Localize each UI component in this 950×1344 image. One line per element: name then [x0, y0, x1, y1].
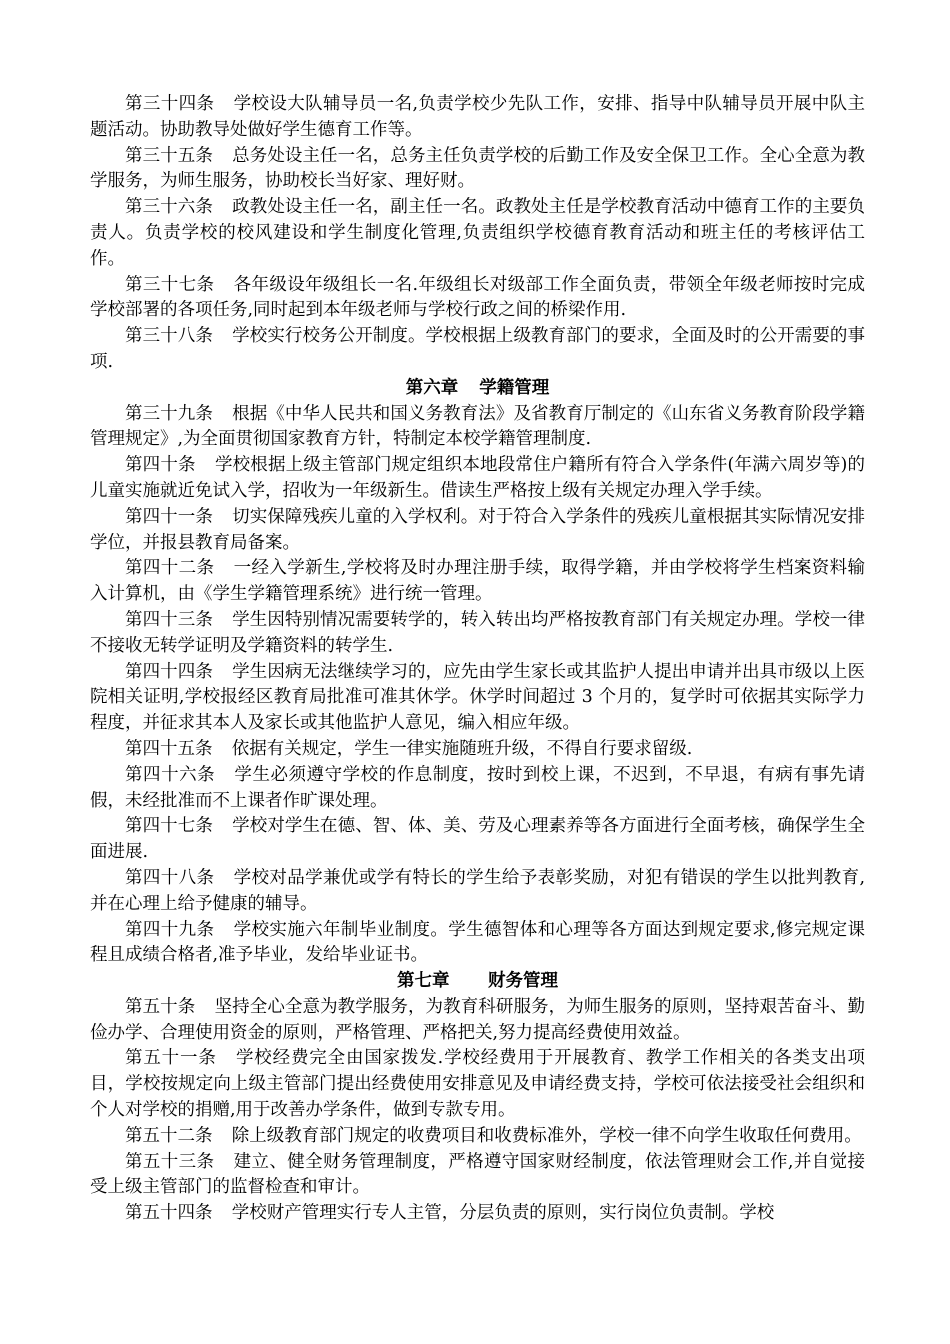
- article-paragraph: [90, 1150, 865, 1202]
- article-number: 第三十六条: [125, 197, 213, 218]
- article-paragraph: [90, 195, 865, 272]
- article-paragraph: [90, 608, 865, 660]
- chapter-title: 学籍管理: [479, 377, 550, 398]
- article-text: 切实保障残疾儿童的入学权利。对于符合入学条件的残疾儿童根据其实际情况安排学位，并报县教育局备案。: [90, 506, 865, 553]
- article-paragraph: [90, 660, 865, 737]
- article-number: 第四十六条: [125, 764, 216, 785]
- article-paragraph: [90, 505, 865, 557]
- article-number: 第三十八条: [125, 326, 213, 347]
- article-text: 学生必须遵守学校的作息制度，按时到校上课，不迟到，不早退，有病有事先请假，未经批准而不上课者作旷课处理。: [90, 764, 866, 811]
- article-paragraph: [90, 737, 865, 763]
- chapter-heading: [90, 376, 865, 402]
- article-paragraph: [90, 918, 865, 970]
- article-text: 学校根据上级主管部门规定组织本地段常住户籍所有符合入学条件(年满六周岁等)的儿童实施就近免试入学，招收为一年级新生。借读生严格按上级有关规定办理入学手续。: [90, 455, 866, 501]
- article-number: 第五十三条: [125, 1151, 215, 1172]
- article-text: 学生因病无法继续学习的，应先由学生家长或其监护人提出申请并出具市级以上医院相关证明,学校报经区教育局批准可准其休学。休学时间超过 3 个月的，复学时可依据其实际学力程度，并征求其本人及家长或其他监护人意见，编入相应年级。: [90, 661, 865, 734]
- article-text: 学校经费完全由国家拨发.学校经费用于开展教育、教学工作相关的各类支出项目，学校按规定向上级主管部门提出经费使用安排意见及申请经费支持，学校可依法接受社会组织和个人对学校的捐赠,用于改善办学条件，做到专款专用。: [90, 1048, 866, 1121]
- article-number: 第五十条: [125, 996, 196, 1017]
- article-number: 第四十四条: [125, 661, 213, 682]
- article-paragraph: [90, 144, 865, 196]
- article-text: 建立、健全财务管理制度，严格遵守国家财经制度，依法管理财会工作,并自觉接受上级主管部门的监督检查和审计。: [90, 1151, 866, 1198]
- article-number: 第四十一条: [125, 506, 213, 527]
- article-paragraph: [90, 1124, 865, 1150]
- article-paragraph: [90, 1201, 865, 1227]
- article-number: 第三十五条: [125, 145, 213, 166]
- article-paragraph: [90, 453, 865, 505]
- chapter-heading: [90, 969, 865, 995]
- article-number: 第三十七条: [125, 274, 215, 295]
- article-paragraph: [90, 866, 865, 918]
- article-number: 第三十四条: [125, 94, 215, 114]
- article-paragraph: [90, 324, 865, 376]
- article-number: 第四十八条: [125, 867, 215, 888]
- chapter-title: 财务管理: [488, 971, 558, 992]
- article-text: 总务处设主任一名，总务主任负责学校的后勤工作及安全保卫工作。全心全意为教学服务，为师生服务，协助校长当好家、理好财。: [90, 145, 865, 192]
- chapter-number: 第六章: [405, 377, 459, 398]
- article-text: 除上级教育部门规定的收费项目和收费标准外，学校一律不向学生收取任何费用。: [231, 1125, 862, 1146]
- article-number: 第四十条: [125, 455, 196, 476]
- article-text: 坚持全心全意为教学服务，为教育科研服务，为师生服务的原则，坚持艰苦奋斗、勤俭办学、合理使用资金的原则，严格管理、严格把关,努力提高经费使用效益。: [90, 996, 866, 1043]
- article-text: 学校实施六年制毕业制度。学生德智体和心理等各方面达到规定要求,修完规定课程且成绩合格者,准予毕业，发给毕业证书。: [90, 919, 866, 966]
- article-text: 学校实行校务公开制度。学校根据上级教育部门的要求，全面及时的公开需要的事项.: [90, 326, 865, 372]
- article-paragraph: [90, 814, 865, 866]
- article-number: 第五十一条: [125, 1048, 217, 1069]
- article-number: 第四十五条: [125, 738, 213, 759]
- article-paragraph: [90, 763, 865, 815]
- article-paragraph: [90, 1046, 865, 1123]
- chapter-number: 第七章: [397, 971, 450, 992]
- article-text: 学校设大队辅导员一名,负责学校少先队工作，安排、指导中队辅导员开展中队主题活动。协助教导处做好学生德育工作等。: [90, 94, 866, 140]
- article-text: 学校对品学兼优或学有特长的学生给予表彰奖励，对犯有错误的学生以批判教育,并在心理上给予健康的辅导。: [90, 867, 866, 914]
- article-number: 第五十二条: [125, 1125, 213, 1146]
- article-paragraph: [90, 273, 865, 325]
- article-number: 第五十四条: [125, 1203, 213, 1224]
- article-paragraph: [90, 92, 865, 144]
- article-text: 学校对学生在德、智、体、美、劳及心理素养等各方面进行全面考核，确保学生全面进展.: [90, 816, 865, 863]
- article-text: 根据《中华人民共和国义务教育法》及省教育厅制定的《山东省义务教育阶段学籍管理规定》,为全面贯彻国家教育方针，特制定本校学籍管理制度.: [90, 403, 865, 450]
- article-text: 政教处设主任一名，副主任一名。政教处主任是学校教育活动中德育工作的主要负责人。负责学校的校风建设和学生制度化管理,负责组织学校德育教育活动和班主任的考核评估工作。: [90, 197, 865, 269]
- article-number: 第四十二条: [125, 558, 215, 579]
- article-text: 各年级设年级组长一名.年级组长对级部工作全面负责，带领全年级老师按时完成学校部署的各项任务,同时起到本年级老师与学校行政之间的桥梁作用.: [90, 274, 866, 321]
- article-text: 学生因特别情况需要转学的，转入转出均严格按教育部门有关规定办理。学校一律不接收无转学证明及学籍资料的转学生.: [90, 609, 865, 656]
- article-text: 一经入学新生,学校将及时办理注册手续，取得学籍，并由学校将学生档案资料输入计算机，由《学生学籍管理系统》进行统一管理。: [90, 558, 866, 605]
- article-paragraph: [90, 995, 865, 1047]
- article-number: 第三十九条: [125, 403, 213, 424]
- article-number: 第四十七条: [125, 816, 213, 837]
- article-text: 学校财产管理实行专人主管，分层负责的原则，实行岗位负责制。学校: [231, 1203, 775, 1224]
- article-paragraph: [90, 556, 865, 608]
- document-page: [90, 92, 865, 1227]
- article-paragraph: [90, 402, 865, 454]
- article-number: 第四十九条: [125, 919, 215, 940]
- article-text: 依据有关规定，学生一律实施随班升级，不得自行要求留级.: [231, 738, 693, 759]
- article-number: 第四十三条: [125, 609, 213, 630]
